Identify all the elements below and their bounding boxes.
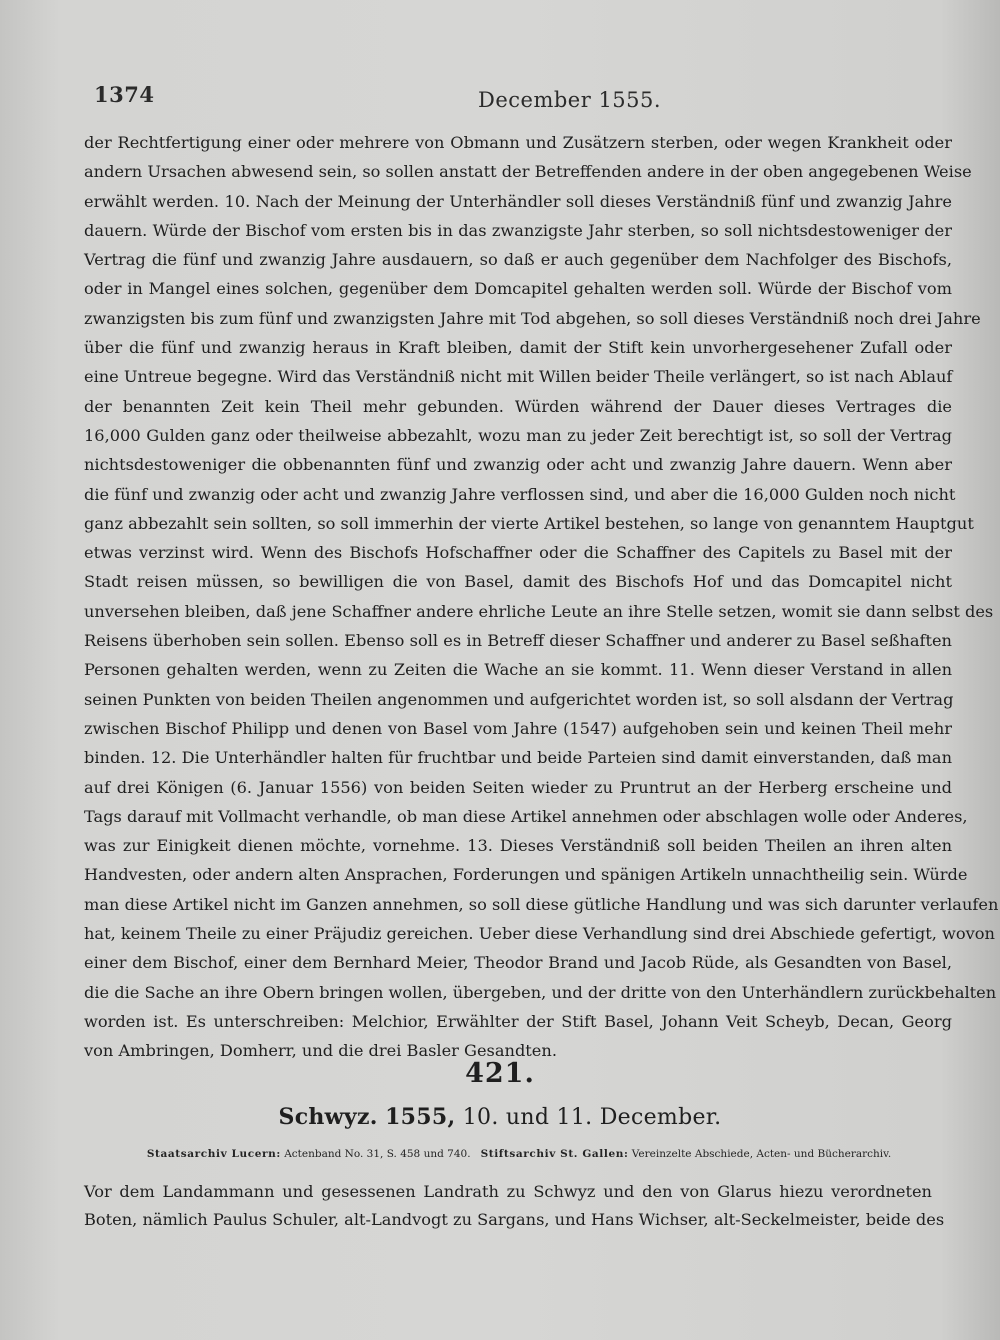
text-line: worden ist. Es unterschreiben: Melchior, Erwählter der Stift Basel, Johann Veit Scheyb, Decan, Georg [84,1011,952,1031]
text-line: zwanzigsten bis zum fünf und zwanzigsten Jahre mit Tod abgehen, so soll dieses Verständniß noch drei Jahre [84,308,981,328]
text-line: von Ambringen, Domherr, und die drei Basler Gesandten. [84,1041,557,1061]
archive-detail-lucern: Actenband No. 31, S. 458 und 740. [284,1148,471,1160]
main-text-block [84,128,999,1066]
text-line: auf drei Königen (6. Januar 1556) von beiden Seiten wieder zu Pruntrut an der Herberg erscheine und [84,777,952,797]
text-line: Reisens überhoben sein sollen. Ebenso soll es in Betreff dieser Schaffner und anderer zu Basel seßhaften [84,631,952,651]
text-line: Personen gehalten werden, wenn zu Zeiten die Wache an sie kommt. 11. Wenn dieser Verstand in allen [84,660,952,680]
text-line: binden. 12. Die Unterhändler halten für fruchtbar und beide Parteien sind damit einverstanden, daß man [84,748,952,768]
text-line: erwählt werden. 10. Nach der Meinung der Unterhändler soll dieses Verständniß fünf und zwanzig Jahre [84,191,952,211]
text-line: hat, keinem Theile zu einer Präjudiz gereichen. Ueber diese Verhandlung sind drei Abschiede gefertigt, wovon [84,924,995,944]
text-line: zwischen Bischof Philipp und denen von Basel vom Jahre (1547) aufgehoben sein und keinen Theil mehr [84,718,952,738]
text-line: dauern. Würde der Bischof vom ersten bis in das zwanzigste Jahr sterben, so soll nichtsdestoweniger der [84,220,952,240]
text-line: einer dem Bischof, einer dem Bernhard Meier, Theodor Brand und Jacob Rüde, als Gesandten von Basel, [84,953,952,973]
text-line: Vor dem Landammann und gesessenen Landrath zu Schwyz und den von Glarus hiezu verordneten [84,1182,932,1201]
archive-detail-stgallen: Vereinzelte Abschiede, Acten- und Bücherarchiv. [631,1148,892,1160]
text-line: Tags darauf mit Vollmacht verhandle, ob man diese Artikel annehmen oder abschlagen wolle oder Anderes, [84,806,968,826]
document-year: 1555, [385,1104,456,1130]
text-line: der benannten Zeit kein Theil mehr gebunden. Würden während der Dauer dieses Vertrages die [84,396,952,416]
text-line: oder in Mangel eines solchen, gegenüber dem Domcapitel gehalten werden soll. Würde der Bischof vom [84,279,952,299]
document-number: 421. [465,1058,535,1089]
text-line: 16,000 Gulden ganz oder theilweise abbezahlt, wozu man zu jeder Zeit berechtigt ist, so soll der Vertrag [84,425,952,445]
text-line: der Rechtfertigung einer oder mehrere von Obmann und Zusätzern sterben, oder wegen Krankheit oder [84,133,952,152]
text-line: die fünf und zwanzig oder acht und zwanzig Jahre verflossen sind, und aber die 16,000 Gulden noch nicht [84,484,956,504]
text-line: eine Untreue begegne. Wird das Verständniß nicht mit Willen beider Theile verlängert, so ist nach Ablauf [84,367,953,387]
text-line: Stadt reisen müssen, so bewilligen die von Basel, damit des Bischofs Hof und das Domcapitel nicht [84,572,952,592]
page-header [92,82,928,122]
running-head: December 1555. [478,88,662,112]
text-line: über die fünf und zwanzig heraus in Kraft bleiben, damit der Stift kein unvorhergesehener Zufall oder [84,338,952,358]
document-heading [0,1104,1000,1130]
text-line: Boten, nämlich Paulus Schuler, alt-Landvogt zu Sargans, und Hans Wichser, alt-Seckelmeister, beide des [84,1210,945,1229]
text-line: die die Sache an ihre Obern bringen wollen, übergeben, und der dritte von den Unterhändlern zurückbehalten [84,982,997,1002]
text-line: andern Ursachen abwesend sein, so sollen anstatt der Betreffenden andere in der oben angegebenen Weise [84,162,972,182]
text-line: Handvesten, oder andern alten Ansprachen, Forderungen und spänigen Artikeln unnachtheilig sein. Würde [84,865,968,885]
document-place: Schwyz. [278,1104,378,1130]
document-text-block [84,1178,945,1234]
text-line: etwas verzinst wird. Wenn des Bischofs Hofschaffner oder die Schaffner des Capitels zu Basel mit der [84,543,952,563]
page-number: 1374 [94,82,155,107]
text-line: unversehen bleiben, daß jene Schaffner andere ehrliche Leute an ihre Stelle setzen, womit sie dann selbst des [84,601,994,621]
archive-name-lucern: Staatsarchiv Lucern: [146,1148,281,1160]
text-line: was zur Einigkeit dienen möchte, vornehme. 13. Dieses Verständniß soll beiden Theilen an ihren alten [84,836,952,856]
text-line: man diese Artikel nicht im Ganzen annehmen, so soll diese gütliche Handlung und was sich darunter verlaufen [84,894,999,914]
text-line: seinen Punkten von beiden Theilen angenommen und aufgerichtet worden ist, so soll alsdann der Vertrag [84,689,954,709]
document-date: 10. und 11. December. [462,1105,722,1130]
archive-sources [104,1148,934,1160]
text-line: nichtsdestoweniger die obbenannten fünf und zwanzig oder acht und zwanzig Jahre dauern. Wenn aber [84,455,952,475]
archive-name-stgallen: Stiftsarchiv St. Gallen: [480,1148,629,1160]
text-line: Vertrag die fünf und zwanzig Jahre ausdauern, so daß er auch gegenüber dem Nachfolger des Bischofs, [84,250,952,270]
text-line: ganz abbezahlt sein sollten, so soll immerhin der vierte Artikel bestehen, so lange von genanntem Hauptgut [84,513,974,533]
